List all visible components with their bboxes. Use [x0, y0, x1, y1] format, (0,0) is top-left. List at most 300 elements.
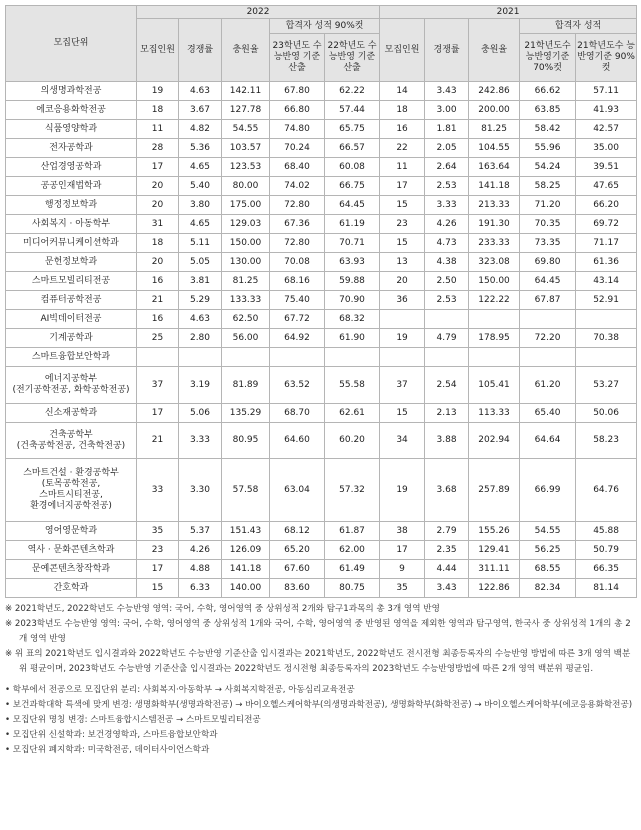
- cell-f22: 129.03: [222, 215, 270, 234]
- cell-c90: 64.76: [576, 459, 637, 522]
- cell-r22: 4.26: [179, 541, 222, 560]
- cell-c22: 70.90: [325, 291, 380, 310]
- cell-r22: 5.05: [179, 253, 222, 272]
- cell-c90: 50.06: [576, 404, 637, 423]
- cell-r21: [425, 348, 469, 367]
- cell-r21: 2.53: [425, 177, 469, 196]
- bullet-item: • 모집단위 명칭 변경: 스마트융합시스템전공 → 스마트모빌리티전공: [5, 715, 261, 725]
- cell-r22: 3.30: [179, 459, 222, 522]
- header-sub23: 23학년도 수능반영 기준산출: [270, 34, 325, 82]
- table-body: [6, 82, 637, 598]
- cell-f21: 242.86: [469, 82, 520, 101]
- cell-c22: 55.58: [325, 367, 380, 404]
- cell-q21: 35: [380, 579, 425, 598]
- cell-c23: 63.04: [270, 459, 325, 522]
- cell-f21: 200.00: [469, 101, 520, 120]
- cell-r22: 6.33: [179, 579, 222, 598]
- cell-f22: 150.00: [222, 234, 270, 253]
- cell-q22: 21: [137, 423, 179, 459]
- unit-name-cell: 스마트모빌리티전공: [6, 272, 137, 291]
- table-row: [6, 367, 637, 404]
- cell-c70: 67.87: [520, 291, 576, 310]
- unit-name-cell: 식품영양학과: [6, 120, 137, 139]
- cell-r22: 2.80: [179, 329, 222, 348]
- cell-f21: 122.86: [469, 579, 520, 598]
- cell-q22: [137, 348, 179, 367]
- table-row: [6, 459, 637, 522]
- cell-f22: 142.11: [222, 82, 270, 101]
- cell-c22: [325, 348, 380, 367]
- cell-q21: 17: [380, 541, 425, 560]
- header-quota-2021: 모집인원: [380, 19, 425, 82]
- cell-f22: 126.09: [222, 541, 270, 560]
- cell-c22: 80.75: [325, 579, 380, 598]
- cell-r21: 2.54: [425, 367, 469, 404]
- unit-name-cell: 간호학과: [6, 579, 137, 598]
- unit-name-cell: 문헌정보학과: [6, 253, 137, 272]
- table-row: [6, 541, 637, 560]
- unit-name-cell: 건축공학부 (건축공학전공, 건축학전공): [6, 423, 137, 459]
- cell-q21: 36: [380, 291, 425, 310]
- cell-f21: 202.94: [469, 423, 520, 459]
- header-cut90-2022: 합격자 성적 90%컷: [270, 19, 380, 34]
- cell-c70: 64.45: [520, 272, 576, 291]
- unit-name-cell: 사회복지 · 아동학부: [6, 215, 137, 234]
- table-row: [6, 82, 637, 101]
- cell-c23: 67.60: [270, 560, 325, 579]
- cell-r21: 2.35: [425, 541, 469, 560]
- cell-r22: 4.88: [179, 560, 222, 579]
- cell-q21: 23: [380, 215, 425, 234]
- cell-f21: 178.95: [469, 329, 520, 348]
- cell-f22: 133.33: [222, 291, 270, 310]
- table-row: [6, 272, 637, 291]
- cell-f21: 155.26: [469, 522, 520, 541]
- cell-f21: 150.00: [469, 272, 520, 291]
- cell-q21: 11: [380, 158, 425, 177]
- cell-f22: 123.53: [222, 158, 270, 177]
- cell-c23: 68.16: [270, 272, 325, 291]
- cell-c70: 54.55: [520, 522, 576, 541]
- cell-f22: 175.00: [222, 196, 270, 215]
- cell-f22: 57.58: [222, 459, 270, 522]
- cell-r22: 4.65: [179, 158, 222, 177]
- cell-q21: 18: [380, 101, 425, 120]
- cell-q21: 38: [380, 522, 425, 541]
- cell-f21: 104.55: [469, 139, 520, 158]
- cell-f22: 81.89: [222, 367, 270, 404]
- cell-c23: 64.60: [270, 423, 325, 459]
- header-ratio-2021: 경쟁률: [425, 19, 469, 82]
- table-row: [6, 177, 637, 196]
- header-sub22: 22학년도 수능반영 기준산출: [325, 34, 380, 82]
- cell-q21: 13: [380, 253, 425, 272]
- cell-c90: 52.91: [576, 291, 637, 310]
- cell-c70: 66.99: [520, 459, 576, 522]
- table-row: [6, 579, 637, 598]
- cell-f21: 163.64: [469, 158, 520, 177]
- cell-c23: 74.80: [270, 120, 325, 139]
- unit-name-cell: 역사 · 문화콘텐츠학과: [6, 541, 137, 560]
- cell-q21: 37: [380, 367, 425, 404]
- cell-c70: 66.62: [520, 82, 576, 101]
- cell-r21: 4.44: [425, 560, 469, 579]
- cell-r22: 3.80: [179, 196, 222, 215]
- cell-r21: 2.64: [425, 158, 469, 177]
- cell-c22: 62.00: [325, 541, 380, 560]
- unit-name-cell: AI빅데이터전공: [6, 310, 137, 329]
- header-unit: 모집단위: [6, 6, 137, 82]
- unit-name-cell: 산업경영공학과: [6, 158, 137, 177]
- cell-c22: 61.49: [325, 560, 380, 579]
- cell-c70: 58.25: [520, 177, 576, 196]
- cell-r21: 3.43: [425, 579, 469, 598]
- cell-r21: 3.68: [425, 459, 469, 522]
- cell-q22: 28: [137, 139, 179, 158]
- cell-c22: 60.20: [325, 423, 380, 459]
- cell-r21: 3.43: [425, 82, 469, 101]
- unit-name-cell: 스마트건설 · 환경공학부 (토목공학전공, 스마트시티전공, 환경에너지공학전공): [6, 459, 137, 522]
- cell-f22: 81.25: [222, 272, 270, 291]
- cell-f21: 233.33: [469, 234, 520, 253]
- header-year-2022: 2022: [137, 6, 380, 19]
- cell-q21: [380, 310, 425, 329]
- cell-r21: 4.38: [425, 253, 469, 272]
- cell-c90: 35.00: [576, 139, 637, 158]
- cell-c23: 67.80: [270, 82, 325, 101]
- cell-q21: 9: [380, 560, 425, 579]
- cell-f22: 80.00: [222, 177, 270, 196]
- cell-c90: 50.79: [576, 541, 637, 560]
- cell-c23: 70.08: [270, 253, 325, 272]
- cell-c70: 63.85: [520, 101, 576, 120]
- unit-name-cell: 스마트융합보안학과: [6, 348, 137, 367]
- cell-f21: 311.11: [469, 560, 520, 579]
- header-ratio-2022: 경쟁률: [179, 19, 222, 82]
- cell-c70: 64.64: [520, 423, 576, 459]
- cell-f21: 122.22: [469, 291, 520, 310]
- cell-c70: 72.20: [520, 329, 576, 348]
- table-row: [6, 522, 637, 541]
- cell-c22: 66.57: [325, 139, 380, 158]
- cell-c70: 71.20: [520, 196, 576, 215]
- bullet-item: • 학부에서 전공으로 모집단위 분리: 사회복지·아동학부 → 사회복지학전공, 아동심리교육전공: [5, 685, 355, 695]
- cell-r21: [425, 310, 469, 329]
- cell-f22: 80.95: [222, 423, 270, 459]
- cell-r21: 3.33: [425, 196, 469, 215]
- bullet-item: • 모집단위 신설학과: 보건경영학과, 스마트융합보안학과: [5, 730, 218, 740]
- cell-q22: 17: [137, 404, 179, 423]
- cell-f22: 151.43: [222, 522, 270, 541]
- table-row: [6, 196, 637, 215]
- header-year-2021: 2021: [380, 6, 637, 19]
- cell-q22: 15: [137, 579, 179, 598]
- cell-r22: 5.11: [179, 234, 222, 253]
- cell-c23: 72.80: [270, 196, 325, 215]
- cell-q22: 35: [137, 522, 179, 541]
- cell-r21: 2.13: [425, 404, 469, 423]
- cell-f22: 56.00: [222, 329, 270, 348]
- cell-c22: 61.19: [325, 215, 380, 234]
- table-row: [6, 215, 637, 234]
- cell-c70: 61.20: [520, 367, 576, 404]
- cell-q22: 18: [137, 101, 179, 120]
- cell-r22: 5.36: [179, 139, 222, 158]
- cell-c22: 66.75: [325, 177, 380, 196]
- cell-c23: 64.92: [270, 329, 325, 348]
- cell-c23: 65.20: [270, 541, 325, 560]
- cell-c70: [520, 310, 576, 329]
- cell-r22: 5.37: [179, 522, 222, 541]
- cell-c22: 65.75: [325, 120, 380, 139]
- cell-f22: 103.57: [222, 139, 270, 158]
- cell-f21: 213.33: [469, 196, 520, 215]
- notes-list: [5, 602, 636, 677]
- cell-c22: 62.61: [325, 404, 380, 423]
- cell-q21: 14: [380, 82, 425, 101]
- unit-name-cell: 행정정보학과: [6, 196, 137, 215]
- cell-r21: 4.79: [425, 329, 469, 348]
- cell-c22: 59.88: [325, 272, 380, 291]
- cell-c90: [576, 310, 637, 329]
- cell-r21: 2.53: [425, 291, 469, 310]
- unit-name-cell: 전자공학과: [6, 139, 137, 158]
- cell-c70: 54.24: [520, 158, 576, 177]
- table-row: [6, 291, 637, 310]
- cell-q21: 19: [380, 459, 425, 522]
- cell-r22: 5.40: [179, 177, 222, 196]
- cell-c23: 70.24: [270, 139, 325, 158]
- unit-name-cell: 문예콘텐츠창작학과: [6, 560, 137, 579]
- cell-f21: [469, 348, 520, 367]
- cell-r21: 2.79: [425, 522, 469, 541]
- cell-r22: 5.29: [179, 291, 222, 310]
- cell-c90: 58.23: [576, 423, 637, 459]
- cell-c90: 66.35: [576, 560, 637, 579]
- cell-c23: 68.40: [270, 158, 325, 177]
- cell-r22: 3.81: [179, 272, 222, 291]
- cell-f21: [469, 310, 520, 329]
- cell-c23: 74.02: [270, 177, 325, 196]
- cell-c90: 71.17: [576, 234, 637, 253]
- cell-c23: 67.72: [270, 310, 325, 329]
- cell-c90: 53.27: [576, 367, 637, 404]
- cell-q22: 20: [137, 177, 179, 196]
- table-row: [6, 310, 637, 329]
- cell-q21: 19: [380, 329, 425, 348]
- cell-q21: 15: [380, 196, 425, 215]
- cell-q22: 20: [137, 196, 179, 215]
- cell-f22: 130.00: [222, 253, 270, 272]
- table-row: [6, 329, 637, 348]
- cell-q22: 17: [137, 560, 179, 579]
- cell-r22: 4.63: [179, 82, 222, 101]
- table-row: [6, 560, 637, 579]
- cell-c90: 41.93: [576, 101, 637, 120]
- cell-f21: 141.18: [469, 177, 520, 196]
- cell-q21: 17: [380, 177, 425, 196]
- cell-q22: 25: [137, 329, 179, 348]
- cell-r22: 3.19: [179, 367, 222, 404]
- cell-f22: 54.55: [222, 120, 270, 139]
- cell-c90: 66.20: [576, 196, 637, 215]
- cell-c90: 47.65: [576, 177, 637, 196]
- cell-c90: 69.72: [576, 215, 637, 234]
- cell-c22: 62.22: [325, 82, 380, 101]
- table-row: [6, 158, 637, 177]
- cell-f21: 129.41: [469, 541, 520, 560]
- cell-c90: 42.57: [576, 120, 637, 139]
- cell-c22: 57.32: [325, 459, 380, 522]
- cell-c22: 68.32: [325, 310, 380, 329]
- cell-r21: 1.81: [425, 120, 469, 139]
- cell-c70: 82.34: [520, 579, 576, 598]
- cell-q21: 15: [380, 234, 425, 253]
- table-row: [6, 253, 637, 272]
- header-fill-2021: 충원율: [469, 19, 520, 82]
- cell-f22: 141.18: [222, 560, 270, 579]
- note-item: ※ 2021학년도, 2022학년도 수능반영 영역: 국어, 수학, 영어영역 중 상위성적 2개와 탐구1과목의 총 3개 영역 반영: [5, 604, 440, 614]
- cell-f21: 113.33: [469, 404, 520, 423]
- cell-q22: 20: [137, 253, 179, 272]
- cell-f22: 135.29: [222, 404, 270, 423]
- table-row: [6, 348, 637, 367]
- cell-f22: 127.78: [222, 101, 270, 120]
- cell-c22: 64.45: [325, 196, 380, 215]
- cell-c70: 68.55: [520, 560, 576, 579]
- bullet-item: • 모집단위 폐지학과: 미국학전공, 데이터사이언스학과: [5, 745, 210, 755]
- admission-results-table: [5, 5, 637, 598]
- unit-name-cell: 공공인재법학과: [6, 177, 137, 196]
- cell-c70: 70.35: [520, 215, 576, 234]
- cell-c70: [520, 348, 576, 367]
- cell-r21: 3.88: [425, 423, 469, 459]
- table-row: [6, 101, 637, 120]
- cell-c23: [270, 348, 325, 367]
- cell-q22: 31: [137, 215, 179, 234]
- cell-c22: 61.87: [325, 522, 380, 541]
- header-sub21-90: 21학년도수 능반영기준 90%컷: [576, 34, 637, 82]
- cell-c22: 57.44: [325, 101, 380, 120]
- cell-q21: 34: [380, 423, 425, 459]
- cell-c90: 61.36: [576, 253, 637, 272]
- unit-name-cell: 에너지공학부 (전기공학전공, 화학공학전공): [6, 367, 137, 404]
- cell-q22: 18: [137, 234, 179, 253]
- unit-name-cell: 미디어커뮤니케이션학과: [6, 234, 137, 253]
- cell-f22: 140.00: [222, 579, 270, 598]
- cell-c23: 75.40: [270, 291, 325, 310]
- table-row: [6, 234, 637, 253]
- cell-f21: 323.08: [469, 253, 520, 272]
- note-item: ※ 2023학년도 수능반영 영역: 국어, 수학, 영어영역 중 상위성적 1개와 국어, 수학, 영어영역 중 반영된 영역을 제외한 영역과 탐구영역, 한국사 중 상위성적 1개의 총 2개 영역 반영: [5, 619, 631, 644]
- cell-q22: 16: [137, 272, 179, 291]
- cell-r22: 3.67: [179, 101, 222, 120]
- cell-c70: 65.40: [520, 404, 576, 423]
- cell-c23: 66.80: [270, 101, 325, 120]
- cell-c90: 57.11: [576, 82, 637, 101]
- cell-q21: 15: [380, 404, 425, 423]
- header-cut-2021: 합격자 성적: [520, 19, 637, 34]
- cell-r22: 5.06: [179, 404, 222, 423]
- cell-c90: 45.88: [576, 522, 637, 541]
- cell-c23: 68.70: [270, 404, 325, 423]
- cell-q22: 23: [137, 541, 179, 560]
- cell-c90: 39.51: [576, 158, 637, 177]
- cell-q21: [380, 348, 425, 367]
- unit-name-cell: 신소재공학과: [6, 404, 137, 423]
- table-row: [6, 423, 637, 459]
- cell-c90: 81.14: [576, 579, 637, 598]
- cell-c22: 61.90: [325, 329, 380, 348]
- cell-r21: 2.50: [425, 272, 469, 291]
- cell-c90: 43.14: [576, 272, 637, 291]
- cell-q21: 22: [380, 139, 425, 158]
- bullet-item: • 보건과학대학 특색에 맞게 변경: 생명화학부(생명과학전공) → 바이오헬스케어학부(의생명과학전공), 생명화학부(화학전공) → 바이오헬스케어학부(에코응용화학전공): [5, 700, 633, 710]
- unit-name-cell: 기계공학과: [6, 329, 137, 348]
- cell-c23: 67.36: [270, 215, 325, 234]
- cell-c23: 68.12: [270, 522, 325, 541]
- cell-c70: 69.80: [520, 253, 576, 272]
- cell-f22: [222, 348, 270, 367]
- cell-r22: 3.33: [179, 423, 222, 459]
- cell-c90: 70.38: [576, 329, 637, 348]
- table-row: [6, 139, 637, 158]
- cell-q22: 33: [137, 459, 179, 522]
- cell-q22: 21: [137, 291, 179, 310]
- cell-f21: 81.25: [469, 120, 520, 139]
- note-item: ※ 위 표의 2021학년도 입시결과와 2022학년도 수능반영 기준산출 입시결과는 2021학년도, 2022학년도 전시전형 최종등록자의 수능반영 방법에 따른 3개 영역 백분위 평균이며, 2023학년도 수능반영 기준산출 입시결과는 2022학년도 정시전형 최종등록자의 2023학년도 수능반영방법에 따른 2개 영역 백분위 평균임.: [5, 649, 631, 674]
- cell-q22: 37: [137, 367, 179, 404]
- cell-c22: 63.93: [325, 253, 380, 272]
- cell-c70: 73.35: [520, 234, 576, 253]
- cell-r22: 4.82: [179, 120, 222, 139]
- cell-c70: 55.96: [520, 139, 576, 158]
- table-row: [6, 120, 637, 139]
- table-row: [6, 404, 637, 423]
- cell-r21: 3.00: [425, 101, 469, 120]
- cell-f21: 257.89: [469, 459, 520, 522]
- cell-f22: 62.50: [222, 310, 270, 329]
- cell-q22: 17: [137, 158, 179, 177]
- cell-r21: 4.26: [425, 215, 469, 234]
- cell-q22: 11: [137, 120, 179, 139]
- unit-name-cell: 의생명과학전공: [6, 82, 137, 101]
- change-bullets: [5, 683, 636, 758]
- cell-f21: 191.30: [469, 215, 520, 234]
- cell-q22: 16: [137, 310, 179, 329]
- header-sub21-70: 21학년도수 능반영기준 70%컷: [520, 34, 576, 82]
- cell-q21: 16: [380, 120, 425, 139]
- cell-c23: 72.80: [270, 234, 325, 253]
- cell-q21: 20: [380, 272, 425, 291]
- unit-name-cell: 컴퓨터공학전공: [6, 291, 137, 310]
- cell-q22: 19: [137, 82, 179, 101]
- cell-f21: 105.41: [469, 367, 520, 404]
- cell-r21: 4.73: [425, 234, 469, 253]
- unit-name-cell: 에코응용화학전공: [6, 101, 137, 120]
- cell-c22: 60.08: [325, 158, 380, 177]
- header-fill-2022: 충원율: [222, 19, 270, 82]
- cell-c22: 70.71: [325, 234, 380, 253]
- unit-name-cell: 영어영문학과: [6, 522, 137, 541]
- cell-c90: [576, 348, 637, 367]
- notes-section: [5, 602, 636, 758]
- cell-r21: 2.05: [425, 139, 469, 158]
- cell-c70: 56.25: [520, 541, 576, 560]
- cell-r22: [179, 348, 222, 367]
- header-quota-2022: 모집인원: [137, 19, 179, 82]
- cell-c23: 83.60: [270, 579, 325, 598]
